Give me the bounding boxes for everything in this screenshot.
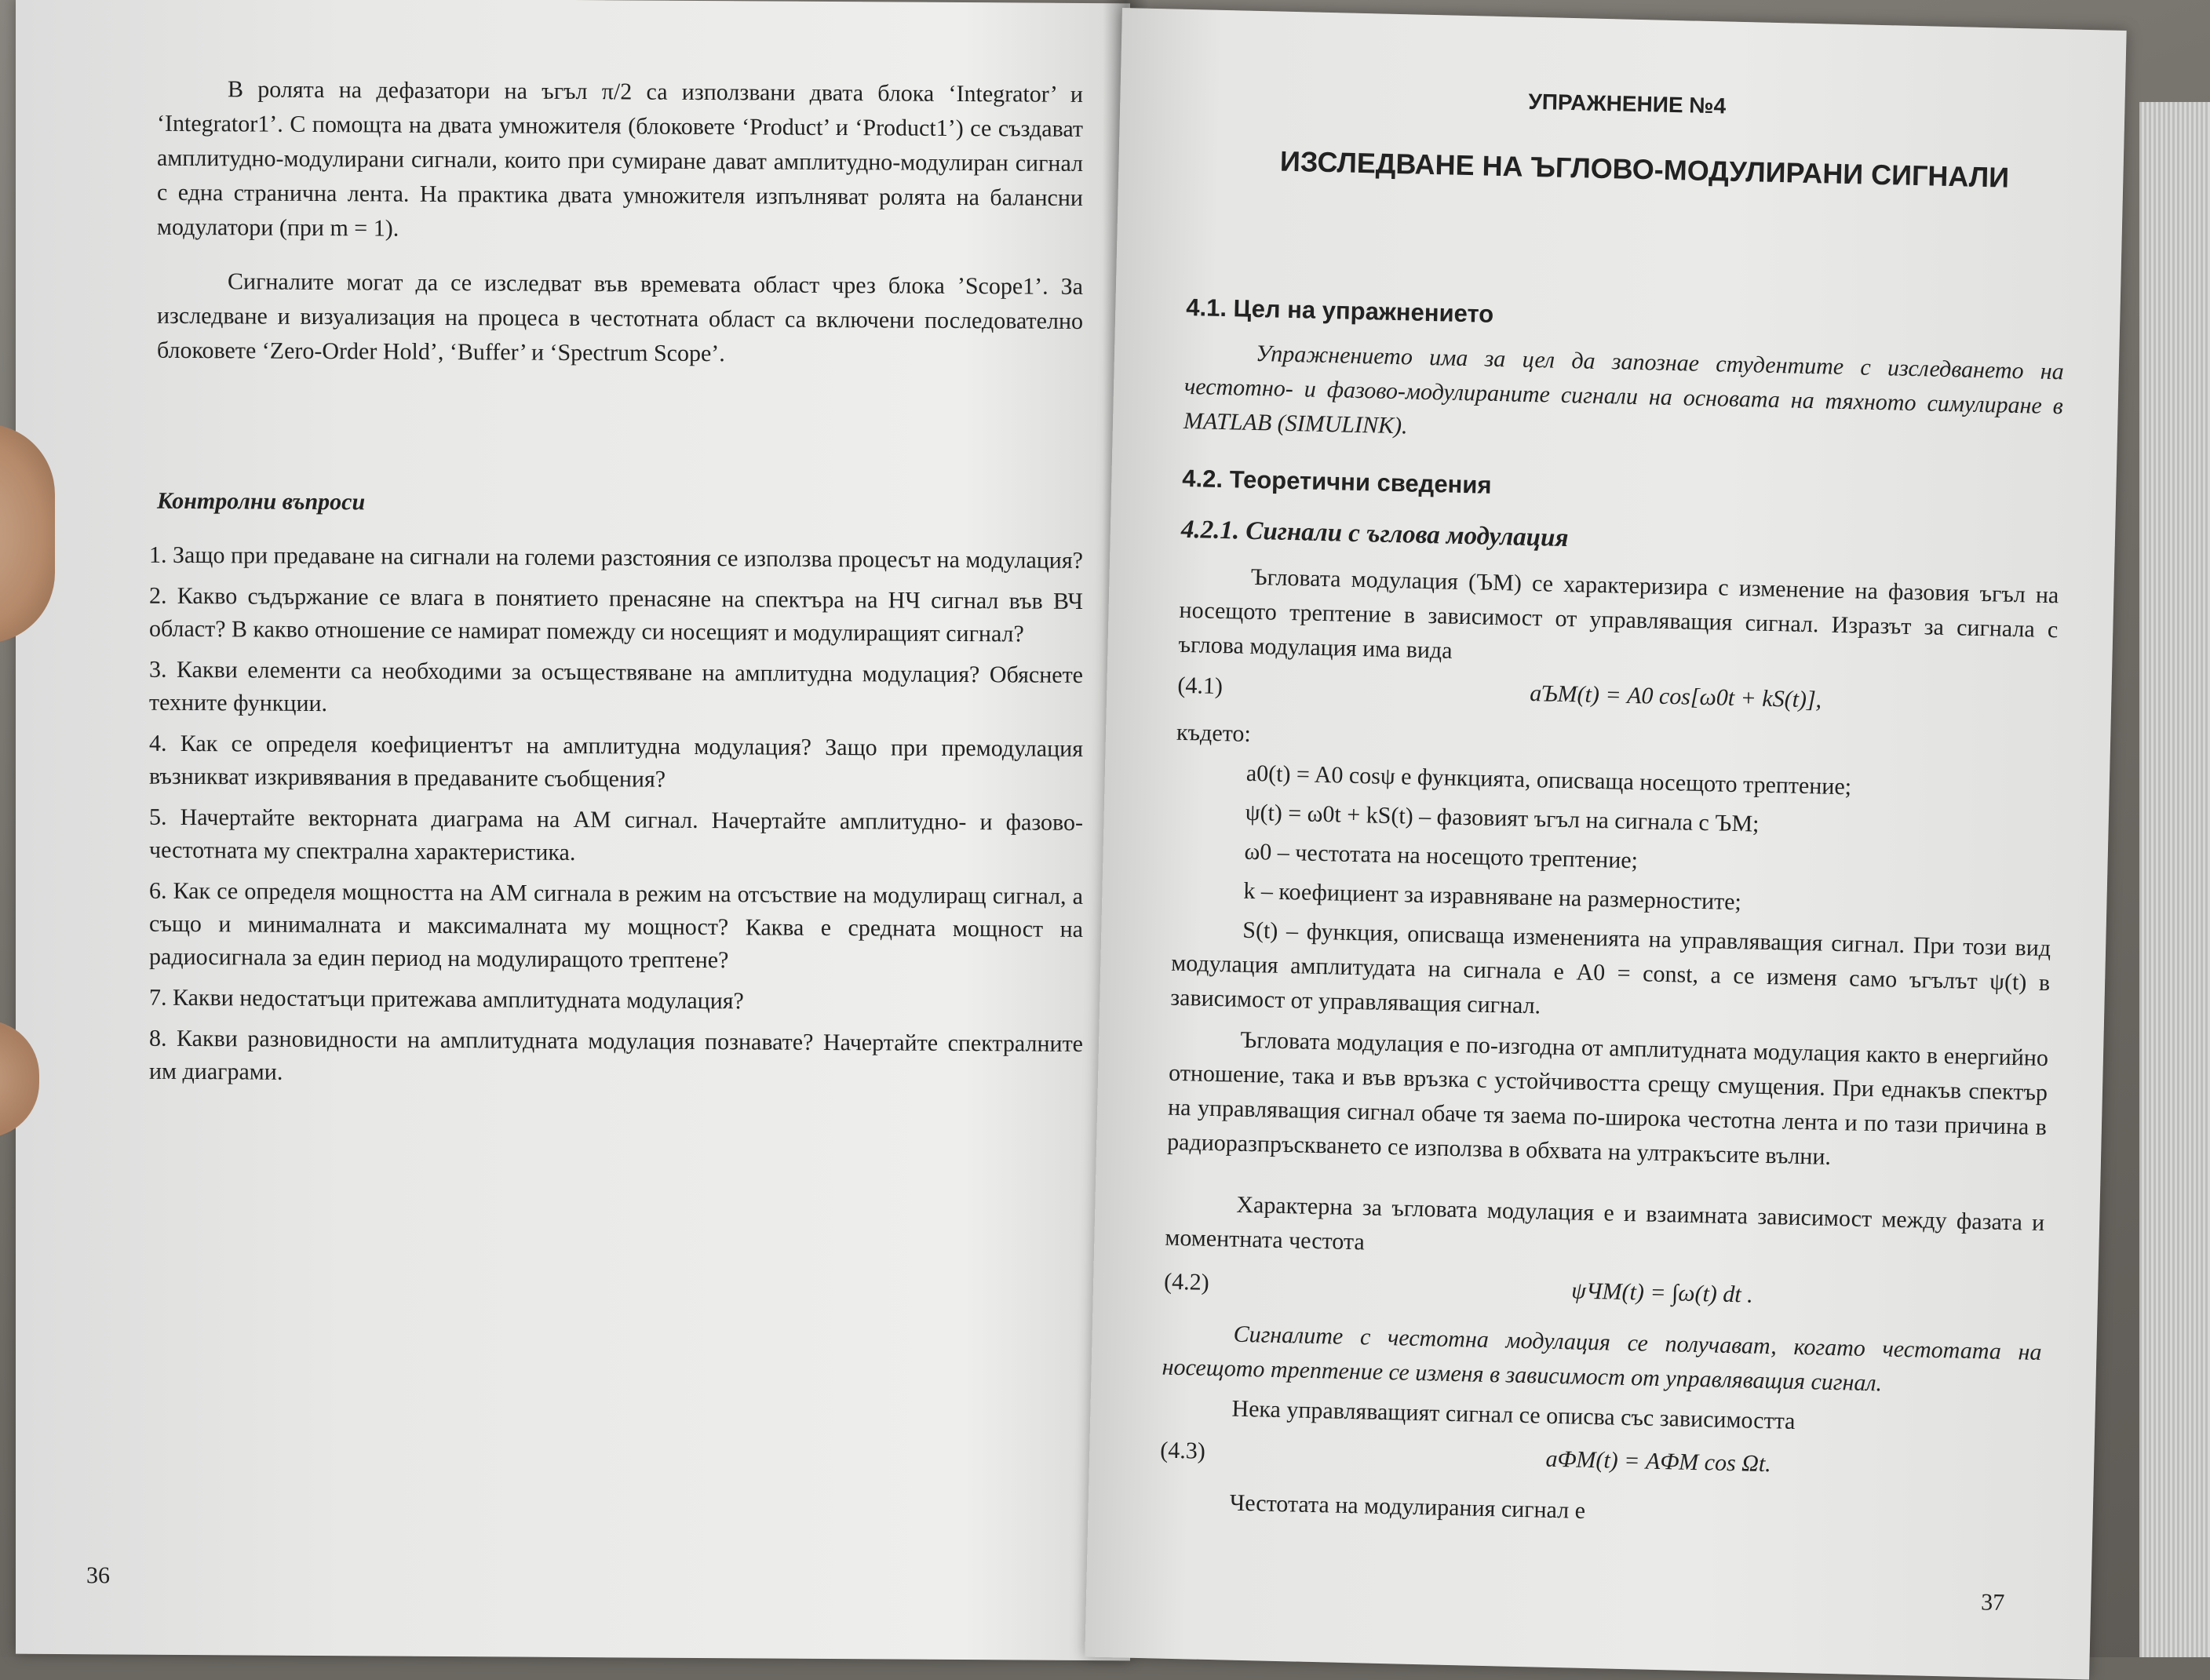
- paragraph-advantages: Ъгловата модулация е по-изгодна от амплитудната модулация както в енергийно отношение, така и във връзка с устойчивостта срещу смущения. При еднакъв спектър на управляващия сигнал обаче тя заема по-широка честотна лента и по тази причина в радиоразпръскването се използва в обхвата на ултракъсите вълни.: [1166, 1026, 2049, 1170]
- question-item: 3. Какви елементи са необходими за осъществяване на амплитудна модулация? Обяснете техните функции.: [149, 656, 1083, 717]
- right-page-number: 37: [1980, 1589, 2005, 1616]
- paragraph-angle-modulation: Ъгловата модулация (ЪМ) се характеризира с изменение на фазовия ъгъл на носещото трептение в зависимост от управляващия сигнал. Изразът за сигнала с ъглова модулация има вида: [1178, 563, 2059, 664]
- chapter-title: ИЗСЛЕДВАНЕ НА ЪГЛОВО-МОДУЛИРАНИ СИГНАЛИ: [1279, 144, 2010, 194]
- left-paragraph-1: В ролята на дефазатори на ъгъл π/2 са използвани двата блока ‘Integrator’ и ‘Integrator1’. С помощта на двата умножителя (блоковете ‘Product’ и ‘Product1’) се създават амплитудно-модулирани сигнали, които при сумиране дават амплитудно-модулиран сигнал с една странична лента. На практика двата умножителя изпълняват ролята на балансни модулатори (при m = 1).: [157, 76, 1083, 242]
- right-page: [1085, 8, 2126, 1679]
- definition-item: ψ(t) = ω0t + kS(t) – фазовият ъгъл на сигнала с ЪМ;: [1245, 799, 1760, 837]
- equation-body: ψЧМ(t) = ∫ω(t) dt .: [1570, 1277, 1754, 1308]
- left-paragraph-2: Сигналите могат да се изследват във времевата област чрез блока ’Scope1’. За изследване и визуализация на процеса в честотната област са включени последователно блоковете ‘Zero-Order Hold’, ‘Buffer’ и ‘Spectrum Scope’.: [157, 268, 1083, 367]
- page-stack-edge: [2139, 102, 2210, 1657]
- equation-4-2: [1164, 1265, 2044, 1319]
- definition-item: a0(t) = A0 cosψ е функцията, описваща носещото трептение;: [1245, 760, 1852, 800]
- questions-heading: Контролни въпроси: [157, 487, 366, 516]
- definition-item: ω0 – честотата на носещото трептение;: [1244, 838, 1639, 874]
- paragraph-modulated-frequency: Честотата на модулирания сигнал е: [1229, 1489, 1586, 1524]
- question-item: 1. Защо при предаване на сигнали на големи разстояния се използва процесът на модулация?: [149, 541, 1083, 574]
- section-4-1-heading: 4.1. Цел на упражнението: [1185, 293, 1494, 328]
- equation-number: (4.3): [1159, 1437, 1206, 1464]
- paragraph-fm-signals: Сигналите с честотна модулация се получават, когато честотата на носещото трептение се изменя в зависимост от управляващия сигнал.: [1162, 1321, 2042, 1397]
- exercise-label: УПРАЖНЕНИЕ №4: [1528, 89, 1727, 118]
- left-page-number: 36: [86, 1562, 110, 1589]
- section-4-2-1-heading: 4.2.1. Сигнали с ъглова модулация: [1180, 515, 1569, 553]
- definition-item: k – коефициент за изравняване на размерностите;: [1243, 877, 1742, 916]
- question-item: 6. Как се определя мощността на АМ сигнала в режим на отсъствие на модулиращ сигнал, а също и минималната и максималната му мощност? Каква е средната мощност на радиосигнала за един период на модулиращото трептене?: [149, 877, 1083, 974]
- section-4-1-text: Упражнението има за цел да запознае студентите с изследването на честотно- и фазово-модулираните сигнали на основата на тяхното симулиране в MATLAB (SIMULINK).: [1183, 340, 2065, 439]
- question-item: 2. Какво съдържание се влага в понятието пренасяне на спектъра на НЧ сигнал във ВЧ област? В какво отношение се намират помежду си носещият и модулиращият сигнал?: [149, 582, 1083, 647]
- definition-item: S(t) – функция, описваща измененията на управляващия сигнал. При този вид модулация амплитудата на сигнала е A0 = const, а се изменя само ъгълът ψ(t) в зависимост от управляващия сигнал.: [1170, 917, 2051, 1019]
- question-item: 8. Какви разновидности на амплитудната модулация познавате? Начертайте спектралните им диаграми.: [149, 1025, 1083, 1085]
- question-item: 5. Начертайте векторната диаграма на АМ сигнал. Начертайте амплитудно- и фазово-честотната му спектрална характеристика.: [149, 804, 1083, 866]
- section-4-2-heading: 4.2. Теоретични сведения: [1182, 464, 1492, 499]
- question-item: 4. Как се определя коефициентът на амплитудна модулация? Защо при премодулация възникват изкривявания в предаваните съобщения?: [149, 730, 1083, 793]
- equation-number: (4.1): [1177, 672, 1224, 700]
- left-page: [16, 0, 1130, 1660]
- paragraph-control-signal: Нека управляващият сигнал се описва със зависимостта: [1231, 1395, 1796, 1434]
- where-label: където:: [1176, 719, 1252, 747]
- paragraph-phase-frequency: Характерна за ъгловата модулация е и взаимната зависимост между фазата и моментната честота: [1165, 1191, 2045, 1255]
- equation-body: aФМ(t) = AФМ cos Ωt.: [1545, 1445, 1772, 1478]
- questions-list: [149, 539, 1083, 1102]
- question-item: 7. Какви недостатъци притежава амплитудната модулация?: [149, 984, 744, 1015]
- equation-body: aЪМ(t) = A0 cos[ω0t + kS(t)],: [1529, 680, 1822, 713]
- equation-number: (4.2): [1163, 1268, 1210, 1296]
